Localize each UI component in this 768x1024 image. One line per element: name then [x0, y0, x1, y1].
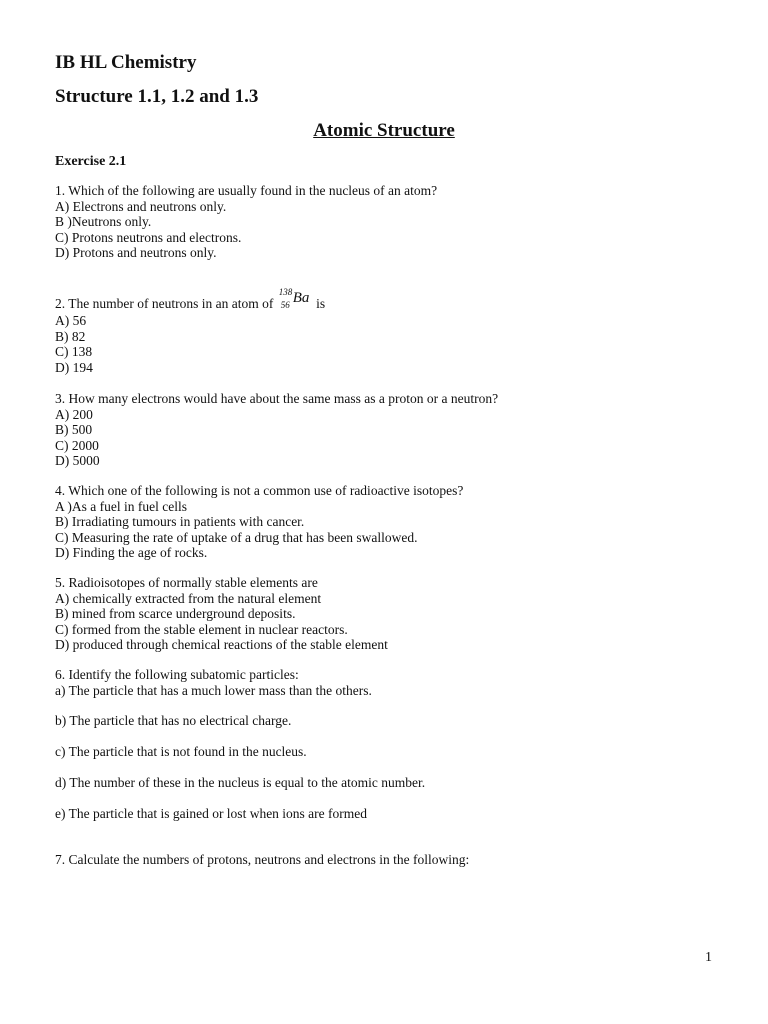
- question-3-option-c: C) 2000: [55, 437, 99, 453]
- question-6-part-c: c) The particle that is not found in the nucleus.: [55, 744, 307, 759]
- question-6: [55, 667, 372, 698]
- question-6-part-a: a) The particle that has a much lower mass than the others.: [55, 682, 372, 698]
- question-1-option-a: A) Electrons and neutrons only.: [55, 198, 227, 214]
- question-6-part-e: e) The particle that is gained or lost when ions are formed: [55, 806, 368, 821]
- question-5-option-b: B) mined from scarce underground deposits.: [55, 606, 296, 621]
- question-5-option-c: C) formed from the stable element in nuclear reactors.: [55, 621, 348, 637]
- question-3: [55, 391, 498, 469]
- question-4-option-c: C) Measuring the rate of uptake of a drug that has been swallowed.: [55, 529, 418, 545]
- page-number: 1: [705, 950, 712, 965]
- question-4: [55, 483, 463, 561]
- question-6-part-d: d) The number of these in the nucleus is equal to the atomic number.: [55, 775, 426, 790]
- question-5-text: 5. Radioisotopes of normally stable elements are: [55, 575, 318, 590]
- question-2: [55, 287, 326, 312]
- question-2-option-c: C) 138: [55, 344, 93, 359]
- nuclide-notation: [278, 287, 313, 310]
- question-2-text-after: is: [316, 296, 326, 311]
- question-1-text: 1. Which of the following are usually found in the nucleus of an atom?: [55, 183, 438, 198]
- question-1-option-d: D) Protons and neutrons only.: [55, 245, 217, 260]
- question-6-part-d-block: [55, 775, 425, 791]
- question-2-option-b: B) 82: [55, 328, 86, 344]
- topic-title: Atomic Structure: [313, 120, 455, 141]
- question-4-text: 4. Which one of the following is not a common use of radioactive isotopes?: [55, 483, 464, 498]
- nuclide-symbol: Ba: [292, 290, 310, 306]
- structure-title: Structure 1.1, 1.2 and 1.3: [55, 86, 259, 107]
- question-5-option-d: D) produced through chemical reactions of the stable element: [55, 637, 388, 652]
- course-title: IB HL Chemistry: [55, 52, 197, 73]
- exercise-heading: Exercise 2.1: [55, 154, 127, 169]
- question-7-text: 7. Calculate the numbers of protons, neutrons and electrons in the following:: [55, 852, 470, 867]
- question-3-option-d: D) 5000: [55, 453, 100, 468]
- question-4-option-b: B) Irradiating tumours in patients with cancer.: [55, 514, 305, 529]
- question-6-text: 6. Identify the following subatomic particles:: [55, 667, 299, 682]
- question-3-option-a: A) 200: [55, 406, 93, 422]
- question-6-part-c-block: [55, 744, 307, 760]
- question-2-option-a: A) 56: [55, 313, 87, 328]
- question-6-part-e-block: [55, 806, 367, 822]
- question-1: [55, 183, 437, 261]
- question-7: [55, 852, 469, 868]
- question-2-text-before: 2. The number of neutrons in an atom of: [55, 296, 274, 311]
- question-6-part-b-block: [55, 713, 291, 729]
- question-1-option-b: B )Neutrons only.: [55, 214, 152, 229]
- question-2-text: [55, 287, 326, 312]
- nuclide-mass-number: 138: [278, 287, 293, 297]
- question-5: [55, 575, 388, 653]
- nuclide-atomic-number: 56: [280, 300, 290, 310]
- question-5-option-a: A) chemically extracted from the natural element: [55, 590, 322, 606]
- question-3-text: 3. How many electrons would have about the same mass as a proton or a neutron?: [55, 391, 499, 406]
- question-6-part-b: b) The particle that has no electrical charge.: [55, 713, 292, 728]
- question-2-options: [55, 313, 93, 375]
- question-3-option-b: B) 500: [55, 422, 93, 437]
- question-4-option-d: D) Finding the age of rocks.: [55, 545, 208, 560]
- question-1-option-c: C) Protons neutrons and electrons.: [55, 229, 242, 245]
- question-4-option-a: A )As a fuel in fuel cells: [55, 498, 187, 514]
- question-2-option-d: D) 194: [55, 359, 93, 375]
